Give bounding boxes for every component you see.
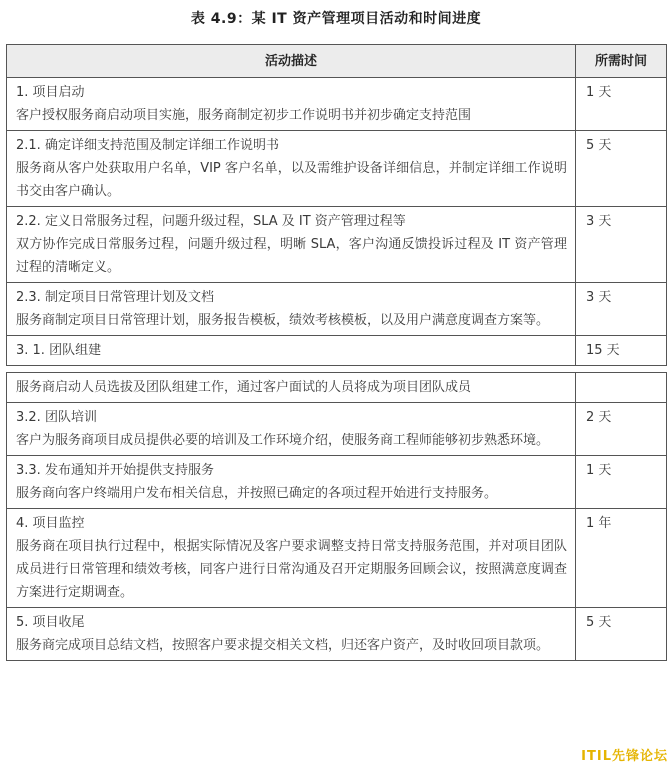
activity-description: 服务商向客户终端用户发布相关信息，并按照已确定的各项过程开始进行支持服务。 xyxy=(16,486,498,501)
time-cell: 15 天 xyxy=(576,336,667,366)
activity-description: 客户授权服务商启动项目实施，服务商制定初步工作说明书并初步确定支持范围 xyxy=(16,108,472,123)
activity-cell xyxy=(7,207,576,283)
activity-title: 3. 1. 团队组建 xyxy=(16,343,102,358)
activity-cell xyxy=(7,509,576,608)
activity-title: 4. 项目监控 xyxy=(16,516,85,531)
time-cell: 2 天 xyxy=(576,403,667,456)
header-activity-description: 活动描述 xyxy=(7,45,576,78)
table-row xyxy=(7,509,667,608)
activity-title: 1. 项目启动 xyxy=(16,85,85,100)
activity-title: 2.3. 制定项目日常管理计划及文档 xyxy=(16,290,214,305)
table-title: 表 4.9：某 IT 资产管理项目活动和时间进度 xyxy=(190,11,482,27)
activity-cell xyxy=(7,336,576,366)
activity-description: 服务商启动人员选拔及团队组建工作，通过客户面试的人员将成为项目团队成员 xyxy=(16,380,472,395)
table-row xyxy=(7,131,667,207)
table-row xyxy=(7,283,667,336)
time-cell: 1 天 xyxy=(576,78,667,131)
activity-description: 服务商从客户处获取用户名单，VIP 客户名单，以及需维护设备详细信息，并制定详细工作说明书交由客户确认。 xyxy=(16,161,567,199)
activity-title: 2.2. 定义日常服务过程，问题升级过程，SLA 及 IT 资产管理过程等 xyxy=(16,214,406,229)
time-cell: 5 天 xyxy=(576,608,667,661)
activity-cell xyxy=(7,283,576,336)
table-row xyxy=(7,207,667,283)
activity-cell xyxy=(7,373,576,403)
table-row xyxy=(7,373,667,403)
table-row xyxy=(7,456,667,509)
activity-cell xyxy=(7,131,576,207)
table-row xyxy=(7,608,667,661)
table-header-row xyxy=(7,45,667,78)
activity-title: 2.1. 确定详细支持范围及制定详细工作说明书 xyxy=(16,138,279,153)
activity-cell xyxy=(7,78,576,131)
activity-description: 客户为服务商项目成员提供必要的培训及工作环境介绍，使服务商工程师能够初步熟悉环境。 xyxy=(16,433,550,448)
activity-title: 3.3. 发布通知并开始提供支持服务 xyxy=(16,463,214,478)
activity-title: 5. 项目收尾 xyxy=(16,615,85,630)
activity-cell xyxy=(7,608,576,661)
activity-cell xyxy=(7,403,576,456)
activity-description: 双方协作完成日常服务过程，问题升级过程，明晰 SLA，客户沟通反馈投诉过程及 IT 资产管理过程的清晰定义。 xyxy=(16,237,567,275)
activity-cell xyxy=(7,456,576,509)
table-row xyxy=(7,78,667,131)
time-cell: 5 天 xyxy=(576,131,667,207)
table-row xyxy=(7,336,667,366)
activity-description: 服务商完成项目总结文档，按照客户要求提交相关文档，归还客户资产，及时收回项目款项。 xyxy=(16,638,550,653)
forum-watermark: ITIL先锋论坛 xyxy=(581,749,668,764)
header-required-time: 所需时间 xyxy=(576,45,667,78)
page-break-gap xyxy=(7,366,667,373)
table-row xyxy=(7,403,667,456)
time-cell: 3 天 xyxy=(576,283,667,336)
activity-schedule-table xyxy=(6,44,667,661)
time-cell xyxy=(576,373,667,403)
activity-description: 服务商在项目执行过程中，根据实际情况及客户要求调整支持日常支持服务范围，并对项目团队成员进行日常管理和绩效考核，同客户进行日常沟通及召开定期服务回顾会议，按照满意度调查方案进行定期调查。 xyxy=(16,539,567,600)
time-cell: 1 年 xyxy=(576,509,667,608)
time-cell: 1 天 xyxy=(576,456,667,509)
activity-description: 服务商制定项目日常管理计划，服务报告模板，绩效考核模板，以及用户满意度调查方案等。 xyxy=(16,313,550,328)
activity-title: 3.2. 团队培训 xyxy=(16,410,97,425)
time-cell: 3 天 xyxy=(576,207,667,283)
